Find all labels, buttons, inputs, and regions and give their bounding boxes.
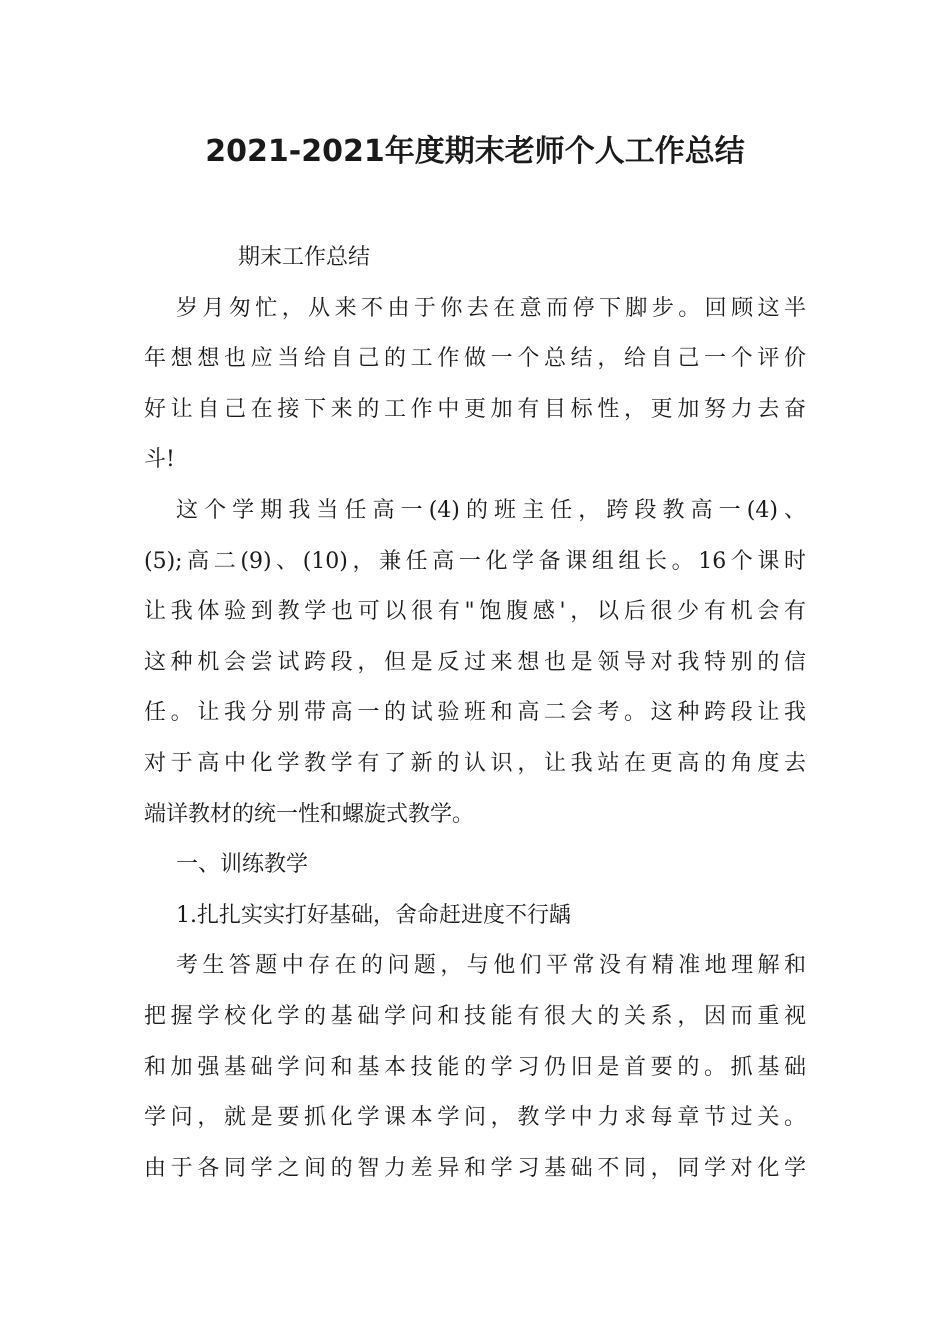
text-line: 学问，就是要抓化学课本学问，教学中力求每章节过关。 (144, 1105, 806, 1131)
text-line: 斗! (144, 447, 175, 473)
text-line: 对于高中化学教学有了新的认识，让我站在更高的角度去 (144, 750, 806, 776)
text-line: 端详教材的统一性和螺旋式教学。 (144, 801, 475, 827)
text-line: 期末工作总结 (238, 245, 371, 270)
document-body (144, 233, 806, 1194)
text-line: 把握学校化学的基础学问和技能有很大的关系，因而重视 (144, 1003, 806, 1029)
text-line: 一、训练教学 (176, 852, 309, 878)
text-line: 这个学期我当任高一(4)的班主任，跨段教高一(4)、 (176, 497, 806, 523)
text-line: (5);高二(9)、(10)，兼任高一化学备课组组长。16个课时 (144, 548, 806, 574)
document-title: 2021-2021年度期末老师个人工作总结 (205, 134, 745, 169)
text-line: 好让自己在接下来的工作中更加有目标性，更加努力去奋 (144, 396, 806, 422)
text-line: 任。让我分别带高一的试验班和高二会考。这种跨段让我 (144, 700, 806, 726)
text-line: 年想想也应当给自己的工作做一个总结，给自己一个评价 (144, 346, 806, 372)
text-line: 这种机会尝试跨段，但是反过来想也是领导对我特别的信 (144, 649, 806, 675)
text-line: 和加强基础学问和基本技能的学习仍旧是首要的。抓基础 (144, 1054, 806, 1080)
text-line: 1.扎扎实实打好基础，舍命赶进度不行龋 (176, 902, 571, 928)
text-line: 岁月匆忙，从来不由于你去在意而停下脚步。回顾这半 (176, 295, 806, 321)
text-line: 考生答题中存在的问题，与他们平常没有精准地理解和 (176, 953, 806, 979)
text-line: 由于各同学之间的智力差异和学习基础不同，同学对化学 (144, 1155, 806, 1181)
text-line: 让我体验到教学也可以很有"饱腹感'，以后很少有机会有 (144, 599, 806, 625)
